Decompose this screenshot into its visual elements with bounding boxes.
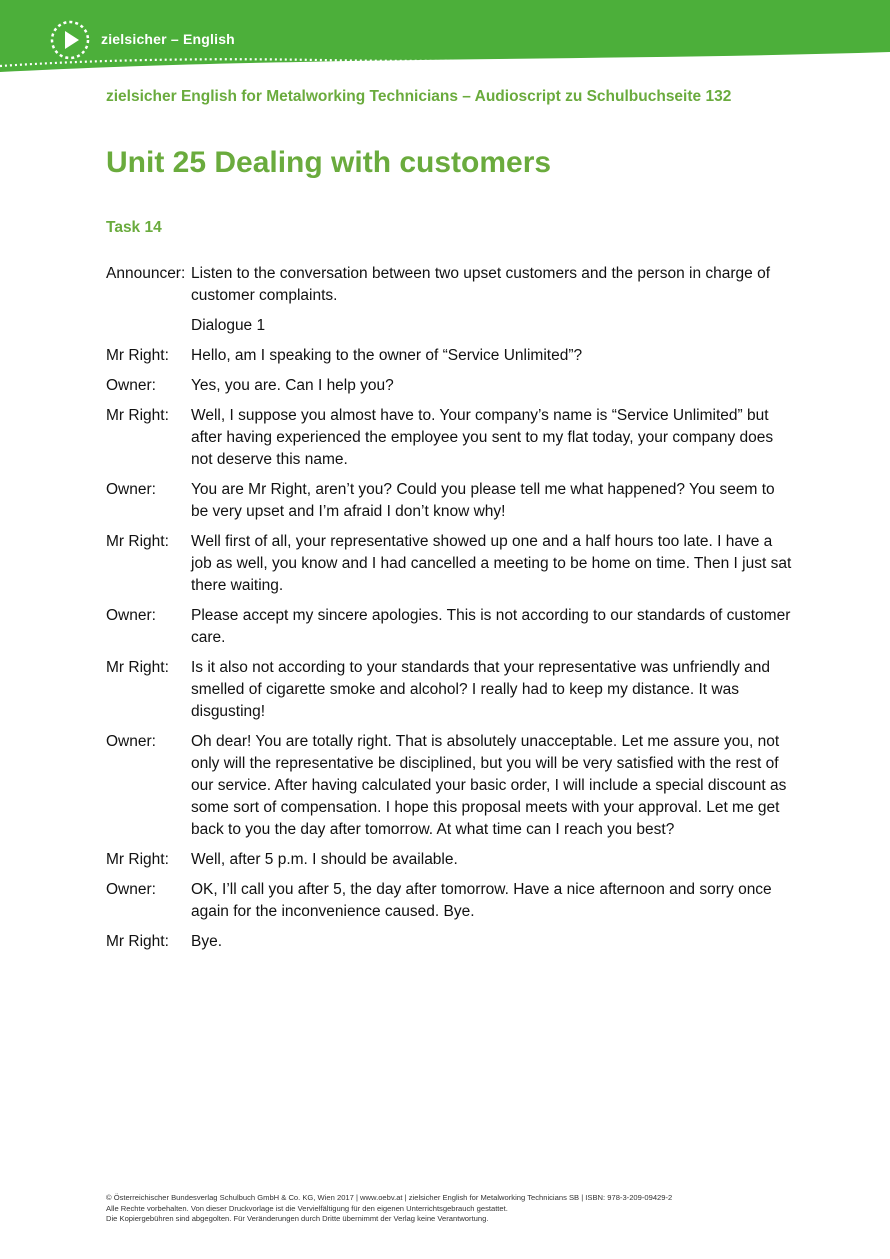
dialogue-line: [106, 931, 796, 953]
line-text: Well, I suppose you almost have to. Your company’s name is “Service Unlimited” but after having experienced the employee you sent to my flat today, your company does not deserve this name.: [191, 407, 774, 468]
dialogue-heading: Dialogue 1: [191, 317, 266, 334]
dialogue-line: [106, 879, 796, 923]
speaker-label: Mr Right:: [106, 933, 169, 950]
speaker-label: Mr Right:: [106, 533, 169, 550]
speaker-label: Owner:: [106, 881, 156, 898]
line-text: Is it also not according to your standards that your representative was unfriendly and smelled of cigarette smoke and alcohol? I really had to keep my distance. It was disgusting!: [191, 659, 770, 720]
header-banner: [0, 0, 890, 80]
line-text: Well first of all, your representative showed up one and a half hours too late. I have a job as well, you know and I had cancelled a meeting to be home on time. Then I just sat there waiting.: [191, 533, 792, 594]
line-text: Yes, you are. Can I help you?: [191, 377, 394, 394]
speaker-label: Mr Right:: [106, 851, 169, 868]
line-text: You are Mr Right, aren’t you? Could you please tell me what happened? You seem to be very upset and I’m afraid I don’t know why!: [191, 481, 775, 520]
footer-line: Alle Rechte vorbehalten. Von dieser Druckvorlage ist die Vervielfältigung für den eigenen Unterrichtsgebrauch gestattet.: [106, 1203, 508, 1213]
unit-title: Unit 25 Dealing with customers: [106, 146, 552, 179]
line-text: Listen to the conversation between two upset customers and the person in charge of customer complaints.: [191, 265, 771, 304]
speaker-label: Owner:: [106, 481, 156, 498]
dialogue-line: [106, 605, 796, 649]
dialogue-line: [106, 531, 796, 597]
dialogue-line: [106, 345, 796, 367]
speaker-label: Mr Right:: [106, 407, 169, 424]
dialogue-line: [106, 315, 796, 337]
dialogue-line: [106, 849, 796, 871]
dialogue-line: [106, 263, 796, 307]
brand-name: zielsicher – English: [101, 31, 235, 47]
speaker-label: Owner:: [106, 607, 156, 624]
dialogue-line: [106, 479, 796, 523]
dialogue-line: [106, 657, 796, 723]
footer-line: © Österreichischer Bundesverlag Schulbuch GmbH & Co. KG, Wien 2017 | www.oebv.at | zielsicher English for Metalworking Technicians SB | ISBN: 978-3-209-09429-2: [106, 1193, 673, 1202]
speaker-label: [106, 315, 191, 337]
dialogue-line: [106, 405, 796, 471]
speaker-label: Mr Right:: [106, 347, 169, 364]
audioscript: [106, 263, 796, 961]
line-text: OK, I’ll call you after 5, the day after tomorrow. Have a nice afternoon and sorry once again for the inconvenience caused. Bye.: [191, 881, 772, 920]
line-text: Hello, am I speaking to the owner of “Service Unlimited”?: [191, 347, 583, 364]
line-text: Oh dear! You are totally right. That is absolutely unacceptable. Let me assure you, not only will the representative be disciplined, but you will be very satisfied with the rest of our service. After having calculated your basic order, I will include a special discount as some sort of compensation. I hope this proposal meets with your approval. Let me get back to you the day after tomorrow. At what time can I reach you best?: [191, 733, 787, 838]
task-label: Task 14: [106, 219, 162, 236]
speaker-label: Mr Right:: [106, 659, 169, 676]
speaker-label: Owner:: [106, 377, 156, 394]
speaker-label: Owner:: [106, 733, 156, 750]
play-logo-icon: [50, 20, 90, 60]
footer-line: Die Kopiergebühren sind abgegolten. Für Veränderungen durch Dritte übernimmt der Verlag keine Verantwortung.: [106, 1214, 489, 1223]
dialogue-line: [106, 375, 796, 397]
page-subtitle: zielsicher English for Metalworking Technicians – Audioscript zu Schulbuchseite 132: [106, 88, 732, 105]
line-text: Well, after 5 p.m. I should be available.: [191, 851, 458, 868]
speaker-label: Announcer:: [106, 265, 186, 282]
line-text: Bye.: [191, 933, 223, 950]
dialogue-line: [106, 731, 796, 841]
line-text: Please accept my sincere apologies. This is not according to our standards of customer care.: [191, 607, 791, 646]
copyright-footer: [106, 1193, 806, 1225]
